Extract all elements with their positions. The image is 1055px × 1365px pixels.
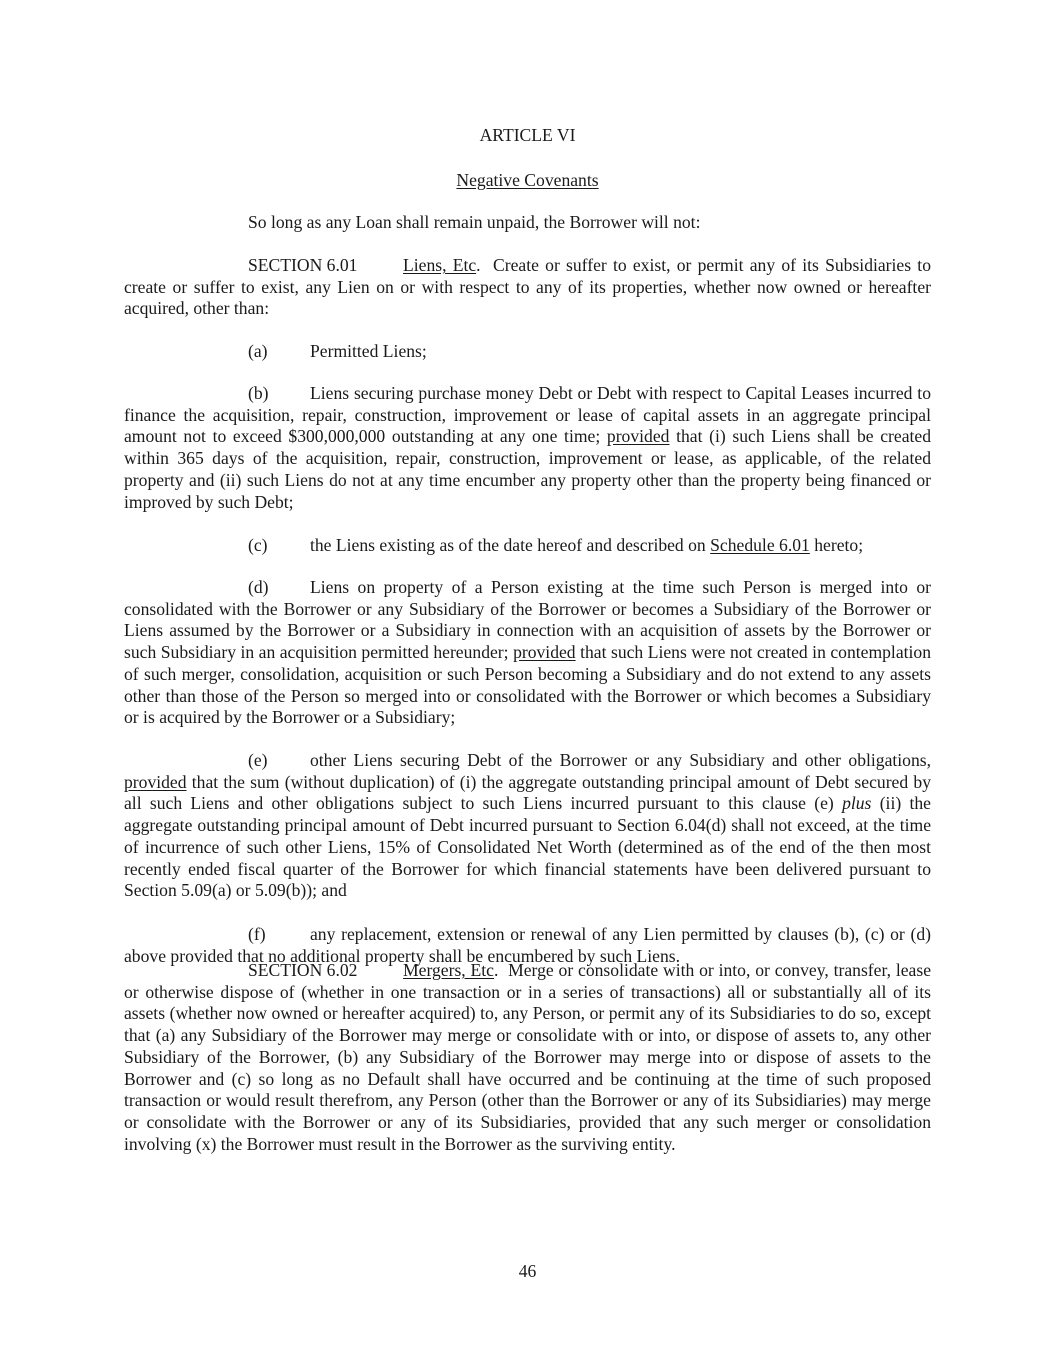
clause-e-text-3: (ii) the aggregate outstanding principal amount of Debt incurred pursuant to Section 6.04(d) shall not exceed, at the time of incurrence of such other Liens, 15% of Consolidated Net Worth (determined as of the end of the then most recently ended fiscal quarter of the Borrower for which financial statements have been delivered pursuant to Section 5.09(a) or 5.09(b)); and: [124, 793, 931, 901]
clause-e-text-1: other Liens securing Debt of the Borrower or any Subsidiary and other obligations,: [310, 750, 931, 770]
clause-c-text-1: the Liens existing as of the date hereof and described on: [310, 535, 706, 555]
clause-a-label: (a): [248, 341, 268, 361]
clause-e-text-2: that the sum (without duplication) of (i) the aggregate outstanding principal amount of Debt secured by all such Liens and other obligations subject to such Liens incurred pursuant to this clause (e): [124, 771, 931, 814]
clause-f-label: (f): [248, 924, 266, 944]
clause-d-label: (d): [248, 577, 269, 597]
section-6-01-heading: Liens, Etc: [403, 255, 477, 275]
clause-b-text-1: Liens securing purchase money Debt or Debt with respect to Capital Leases incurred to finance the acquisition, repair, construction, improvement or lease of capital assets in an aggregate principal amount not to exceed $300,000,000 outstanding at any one time;: [124, 383, 931, 447]
clause-e: [124, 750, 931, 902]
clause-d: [124, 577, 931, 729]
clause-a: [124, 341, 931, 363]
section-6-02-body: Merge or consolidate with or into, or convey, transfer, lease or otherwise dispose of (whether in one transaction or in a series of transactions) all or substantially all of its assets (whether now owned or hereafter acquired) to, any Person, or permit any of its Subsidiaries to do so, except that (a) any Subsidiary of the Borrower may merge or consolidate with or into, or dispose of assets to, any other Subsidiary of the Borrower, (b) any Subsidiary of the Borrower may merge into or dispose of assets to the Borrower and (c) so long as no Default shall have occurred and be continuing at the time of such proposed transaction or would result therefrom, any Person (other than the Borrower or any of its Subsidiaries) may merge or consolidate with the Borrower or any of its Subsidiaries, provided that any such merger or consolidation involving (x) the Borrower must result in the Borrower as the surviving entity.: [124, 960, 932, 1154]
clause-d-text-2: that such Liens were not created in contemplation of such merger, consolidation, acquisition or such Person becoming a Subsidiary and do not extend to any assets other than those of the Person so merged into or consolidated with the Borrower or which becomes a Subsidiary or is acquired by the Borrower or a Subsidiary;: [124, 642, 932, 728]
section-6-01-paragraph: [124, 255, 931, 320]
article-title: [124, 170, 931, 192]
article-title-text: Negative Covenants: [456, 170, 599, 190]
clause-e-label: (e): [248, 750, 268, 770]
section-6-02-paragraph: [124, 960, 931, 1155]
clause-b: [124, 383, 931, 513]
clause-e-provided: provided: [124, 771, 187, 792]
clause-b-text-2: that (i) such Liens shall be created within 365 days of the acquisition, repair, construction, improvement or lease, as applicable, of the related property and (ii) such Liens do not at any time encumber any property other than the property being financed or improved by such Debt;: [124, 426, 931, 512]
preamble-text: So long as any Loan shall remain unpaid, the Borrower will not:: [248, 212, 701, 232]
section-6-01-number: SECTION 6.01: [248, 255, 358, 275]
page-number: 46: [518, 1261, 537, 1281]
clause-b-label: (b): [248, 383, 269, 403]
clause-c-label: (c): [248, 535, 268, 555]
clause-d-text-1: Liens on property of a Person existing at the time such Person is merged into or consolidated with the Borrower or any Subsidiary of the Borrower or becomes a Subsidiary of the Borrower or Liens assumed by the Borrower or a Subsidiary in connection with an acquisition of assets by the Borrower or such Subsidiary in an acquisition permitted hereunder;: [124, 577, 931, 663]
section-6-01-body: Create or suffer to exist, or permit any of its Subsidiaries to create or suffer to exist, any Lien on or with respect to any of its properties, whether now owned or hereafter acquired, other than:: [124, 255, 931, 319]
clause-c-schedule-link: Schedule 6.01: [710, 535, 810, 555]
section-6-02-heading: Mergers, Etc: [403, 960, 494, 980]
clause-c-text-2: hereto;: [814, 535, 864, 555]
clause-a-text: Permitted Liens;: [310, 341, 427, 361]
clause-d-provided: provided: [513, 642, 576, 663]
section-6-02-heading-punct: .: [494, 960, 499, 980]
clause-f-text: any replacement, extension or renewal of any Lien permitted by clauses (b), (c) or (d) above provided that no additional property shall be encumbered by such Liens.: [124, 924, 931, 966]
clause-b-provided: provided: [606, 426, 670, 447]
section-6-01-heading-punct: .: [476, 255, 481, 275]
section-6-02-number: SECTION 6.02: [248, 960, 358, 980]
article-number: ARTICLE VI: [479, 125, 576, 145]
preamble: [124, 212, 931, 234]
clause-c: [124, 535, 931, 557]
clause-e-plus: plus: [842, 793, 872, 814]
